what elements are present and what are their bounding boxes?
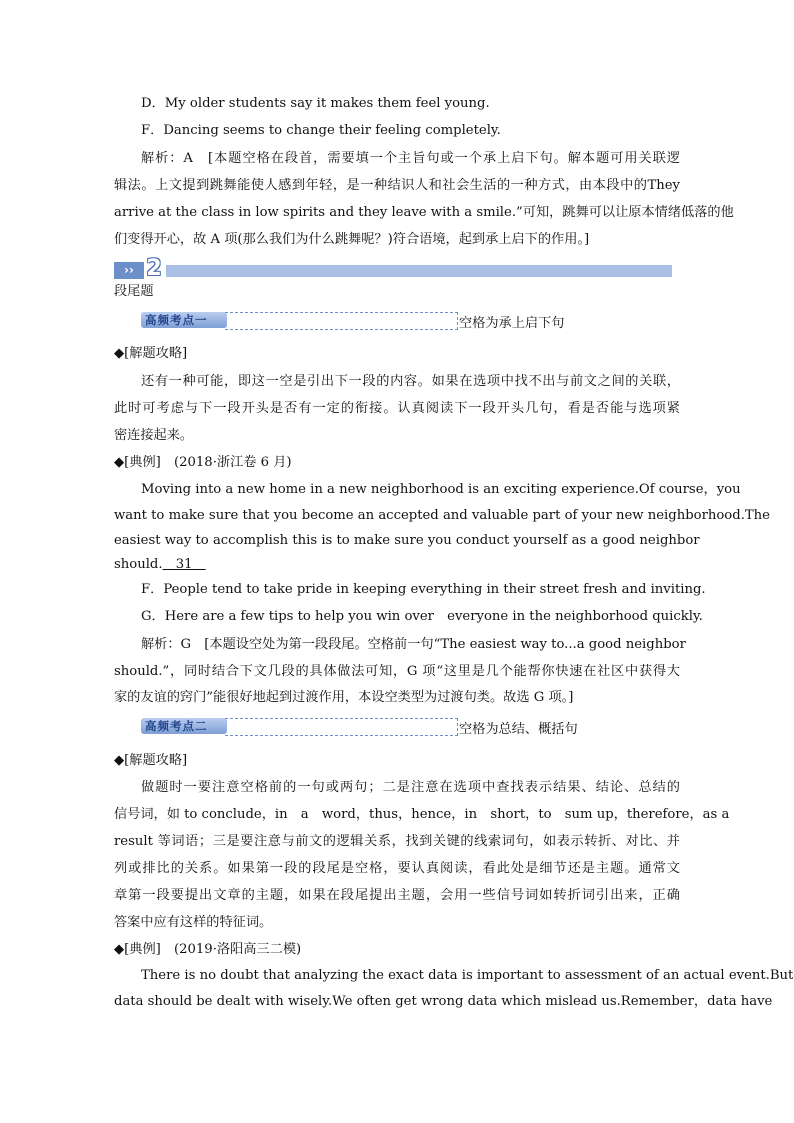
strategy-text: 章第一段要提出文章的主题，如果在段尾提出主题，会用一些信号词如转折词引出来，正确 bbox=[114, 888, 680, 903]
topic-label: 空格为总结、概括句 bbox=[459, 722, 578, 737]
example-text: There is no doubt that analyzing the exact data is important to assessment of an actual event.But bbox=[141, 968, 794, 983]
analysis-line: 家的友谊的窍门”能很好地起到过渡作用，本设空类型为过渡句类。故选 G 项。] bbox=[114, 690, 574, 705]
analysis-line: 辑法。上文提到跳舞能使人感到年轻，是一种结识人和社会生活的一种方式，由本段中的They bbox=[114, 178, 680, 193]
example-text: Moving into a new home in a new neighborhood is an exciting experience.Of course，you bbox=[141, 482, 741, 497]
dashed-frame bbox=[225, 312, 458, 330]
example-text bbox=[114, 556, 680, 574]
analysis-line: arrive at the class in low spirits and they leave with a smile.”可知，跳舞可以让原本情绪低落的他 bbox=[114, 205, 734, 220]
strategy-text: result 等词语；三是要注意与前文的逻辑关系，找到关键的线索词句，如表示转折、对比、并 bbox=[114, 834, 680, 849]
section-band bbox=[166, 265, 672, 277]
strategy-text: 密连接起来。 bbox=[114, 428, 194, 443]
topic-label: 空格为承上启下句 bbox=[459, 316, 565, 331]
example-heading: ◆[典例] (2019·洛阳高三二模) bbox=[114, 942, 302, 957]
strategy-text: 列或排比的关系。如果第一段的段尾是空格，要认真阅读，看此处是细节还是主题。通常文 bbox=[114, 861, 680, 876]
section-number: 2 bbox=[146, 256, 162, 281]
option-d: D．My older students say it makes them feel young. bbox=[141, 96, 490, 111]
example-text: want to make sure that you become an accepted and valuable part of your new neighborhood.The bbox=[114, 508, 770, 523]
chevron-icon: ›› bbox=[114, 262, 144, 279]
option-f: F．Dancing seems to change their feeling completely. bbox=[141, 123, 501, 138]
strategy-heading: ◆[解题攻略] bbox=[114, 346, 188, 361]
strategy-text: 答案中应有这样的特征词。 bbox=[114, 915, 273, 930]
section-title: 段尾题 bbox=[114, 284, 154, 299]
analysis-line: should.”，同时结合下文几段的具体做法可知，G 项“这里是几个能帮你快速在社区中获得大 bbox=[114, 664, 680, 679]
option-g: G．Here are a few tips to help you win over everyone in the neighborhood quickly. bbox=[141, 609, 703, 624]
topic-badge: 高频考点二 bbox=[141, 718, 227, 734]
strategy-text: 还有一种可能，即这一空是引出下一段的内容。如果在选项中找不出与前文之间的关联， bbox=[141, 374, 680, 389]
topic-badge: 高频考点一 bbox=[141, 312, 227, 328]
section-header-bar bbox=[114, 256, 672, 281]
strategy-text: 做题时一要注意空格前的一句或两句；二是注意在选项中查找表示结果、结论、总结的 bbox=[141, 780, 680, 795]
strategy-heading: ◆[解题攻略] bbox=[114, 753, 188, 768]
strategy-text: 信号词，如 to conclude，in a word，thus，hence，in short，to sum up，therefore，as a bbox=[114, 807, 730, 822]
blank-31: 31 bbox=[162, 557, 206, 572]
example-text: data should be dealt with wisely.We often get wrong data which mislead us.Remember，data have bbox=[114, 994, 773, 1009]
analysis-line: 解析：G [本题设空处为第一段段尾。空格前一句“The easiest way to...a good neighbor bbox=[141, 637, 686, 652]
dashed-frame bbox=[225, 718, 458, 736]
analysis-line: 解析：A [本题空格在段首，需要填一个主旨句或一个承上启下句。解本题可用关联逻 bbox=[141, 151, 680, 166]
option-f: F．People tend to take pride in keeping everything in their street fresh and inviting. bbox=[141, 582, 706, 597]
example-text: easiest way to accomplish this is to make sure you conduct yourself as a good neighbor bbox=[114, 533, 700, 548]
example-text-end: should. bbox=[114, 557, 163, 572]
example-heading: ◆[典例] (2018·浙江卷 6 月) bbox=[114, 455, 292, 470]
strategy-text: 此时可考虑与下一段开头是否有一定的衔接。认真阅读下一段开头几句，看是否能与选项紧 bbox=[114, 401, 680, 416]
analysis-line: 们变得开心，故 A 项(那么我们为什么跳舞呢？)符合语境，起到承上启下的作用。] bbox=[114, 232, 590, 247]
